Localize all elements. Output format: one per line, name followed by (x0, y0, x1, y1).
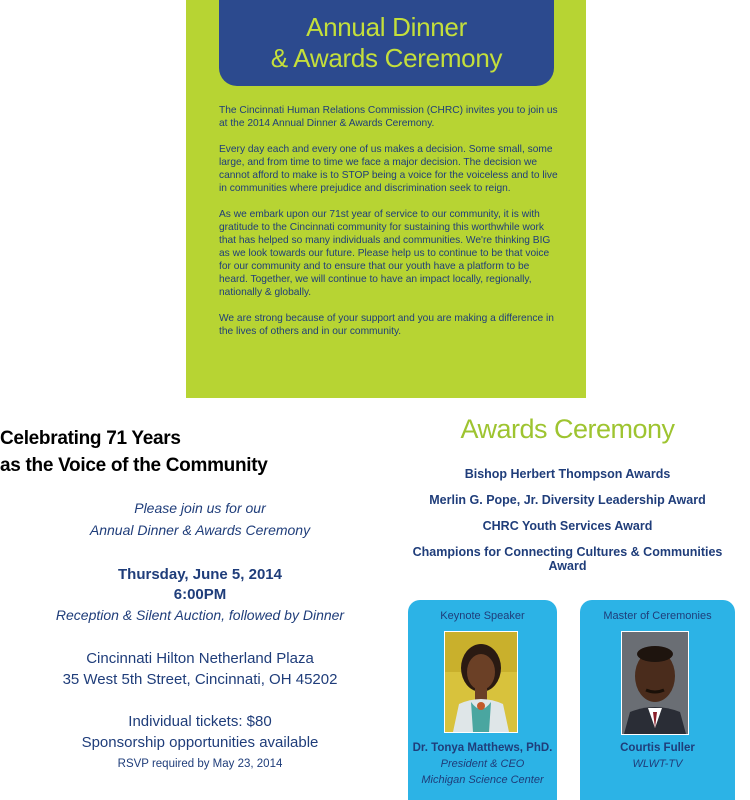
title-line-2: & Awards Ceremony (270, 43, 503, 73)
paragraph-support: We are strong because of your support and you are making a difference in the lives of others and in our community. (219, 313, 554, 337)
sponsorship-note: Sponsorship opportunities available (81, 734, 319, 751)
rsvp-note: RSVP required by May 23, 2014 (117, 758, 283, 770)
event-date: Thursday, June 5, 2014 (118, 566, 282, 583)
event-program: Reception & Silent Auction, followed by Dinner (55, 607, 345, 623)
headline-line-2: as the Voice of the Community (0, 455, 268, 476)
join-line-2: Annual Dinner & Awards Ceremony (89, 522, 311, 538)
award-item: Champions for Connecting Cultures & Communities Award (412, 545, 723, 573)
venue-address: 35 West 5th Street, Cincinnati, OH 45202 (62, 671, 338, 688)
mc-org: WLWT-TV (632, 758, 683, 770)
join-line-1: Please join us for our (134, 500, 266, 516)
paragraph-intro: The Cincinnati Human Relations Commission (CHRC) invites you to join us at the 2014 Annual Dinner & Awards Ceremony. (219, 105, 558, 129)
headline-line-1: Celebrating 71 Years (0, 428, 181, 449)
award-item: Merlin G. Pope, Jr. Diversity Leadership Award (429, 493, 706, 507)
ticket-price: Individual tickets: $80 (128, 713, 272, 730)
mc-role: Master of Ceremonies (603, 610, 712, 622)
invitation-panel (186, 0, 586, 398)
award-item: Bishop Herbert Thompson Awards (464, 467, 671, 481)
venue-name: Cincinnati Hilton Netherland Plaza (86, 650, 314, 667)
event-time: 6:00PM (173, 586, 227, 603)
awards-title: Awards Ceremony (460, 414, 675, 444)
mc-name: Courtis Fuller (620, 742, 695, 754)
keynote-org: Michigan Science Center (421, 774, 544, 786)
mc-photo (621, 631, 689, 735)
title-line-1: Annual Dinner (306, 12, 467, 42)
keynote-speaker-card (408, 600, 557, 800)
title-banner (219, 0, 554, 86)
keynote-role: Keynote Speaker (440, 610, 525, 622)
portrait-woman-icon (445, 632, 517, 732)
keynote-name: Dr. Tonya Matthews, PhD. (412, 742, 553, 754)
keynote-speaker-photo (444, 631, 518, 733)
portrait-man-icon (622, 632, 688, 734)
award-item: CHRC Youth Services Award (482, 519, 653, 533)
paragraph-decision: Every day each and every one of us makes a decision. Some small, some large, and from time to time we face a major decision. The decision we cannot afford to make is to STOP being a voice for the voiceless and to live in communities where prejudice and discrimination seek to reign. (219, 144, 558, 194)
invitation-text (219, 104, 559, 351)
paragraph-71st-year: As we embark upon our 71st year of service to our community, it is with gratitude to the Cincinnati community for sustaining this worthwhile work that has helped so many individuals and communities. We're thinking BIG as we look towards our future. Please help us to continue to be that voice for our community and to ensure that our youth have a platform to be heard. Together, we will continue to have an impact locally, regionally, nationally & globally. (219, 209, 551, 298)
keynote-title: President & CEO (440, 758, 525, 770)
master-of-ceremonies-card (580, 600, 735, 800)
